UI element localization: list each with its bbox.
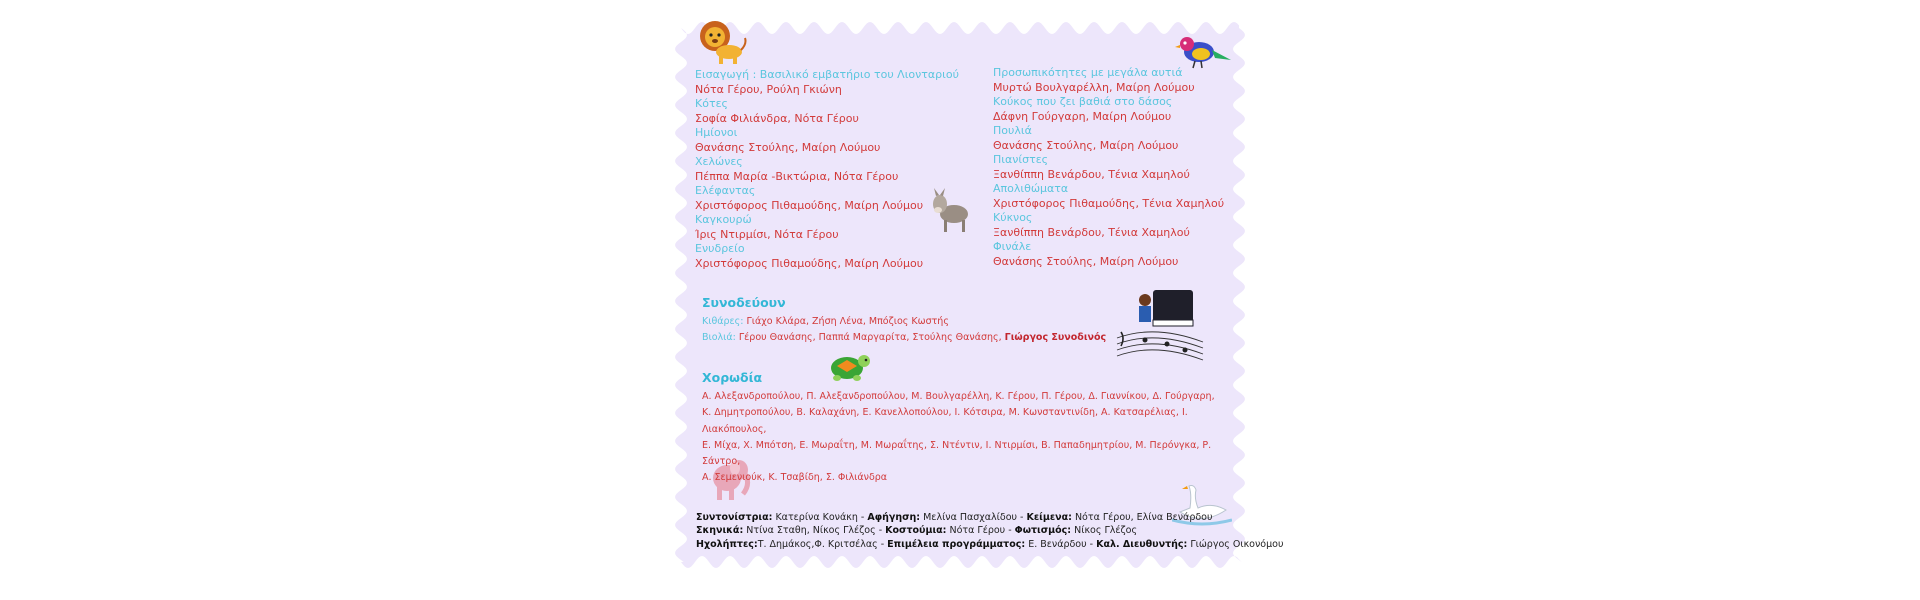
chorus-line: Κ. Δημητροπούλου, Β. Καλαχάνη, Ε. Κανελλοπούλου, Ι. Κότσιρα, Μ. Κωνσταντινίδη, Α. Κατσαρέλιας, Ι. Λιακόπουλος,: [702, 407, 1188, 435]
program-item-title: Κύκνος: [993, 211, 1033, 224]
program-item-title: Ενυδρείο: [695, 242, 745, 255]
violins-names: Γέρου Θανάσης, Παππά Μαργαρίτα, Στούλης Θανάσης,: [738, 332, 1002, 343]
program-item-title: Ελέφαντας: [695, 184, 756, 197]
program-item-performers: Πέππα Μαρία -Βικτώρια, Νότα Γέρου: [695, 169, 899, 183]
credit-label: Κοστούμια:: [885, 525, 947, 537]
program-item-performers: Ίρις Ντιρμίσι, Νότα Γέρου: [695, 227, 839, 241]
program-item-performers: Θανάσης Στούλης, Μαίρη Λούμου: [695, 140, 881, 154]
program-item-performers: Μυρτώ Βουλγαρέλλη, Μαίρη Λούμου: [993, 80, 1195, 94]
guitars-label: Κιθάρες:: [702, 316, 744, 327]
program-item-title: Φινάλε: [993, 240, 1032, 253]
credit-value: Μελίνα Πασχαλίδου -: [920, 512, 1027, 523]
program-item-title: Κότες: [695, 97, 728, 110]
violins-label: Βιολιά:: [702, 332, 736, 343]
turtle-icon: [825, 348, 871, 384]
bird-icon: [1175, 30, 1233, 70]
program-right-column: [993, 66, 1224, 269]
credit-label: Αφήγηση:: [867, 512, 921, 523]
credit-value: Νότα Γέρου, Ελίνα Βενάρδου: [1071, 512, 1213, 523]
program-item-title: Πουλιά: [993, 124, 1032, 137]
credit-value: Νίκος Γλέζος: [1071, 525, 1138, 537]
program-sheet: [675, 18, 1284, 570]
credits-line2: [696, 524, 1283, 537]
credit-value: Κατερίνα Κονάκη -: [772, 512, 868, 523]
lion-icon: [695, 18, 747, 66]
credit-label: Ηχολήπτες:: [696, 538, 758, 550]
program-item-performers: Χριστόφορος Πιθαμούδης, Μαίρη Λούμου: [695, 198, 924, 212]
credit-label: Συντονίστρια:: [696, 512, 773, 523]
piano-icon: [1115, 284, 1205, 366]
chorus-line: Ε. Μίχα, Χ. Μπότση, Ε. Μωραΐτη, Μ. Μωραΐτης, Σ. Ντέντιν, Ι. Ντιρμίσι, Β. Παπαδημητρίου, Μ. Περόνγκα, Ρ. Σάντρο,: [702, 439, 1212, 468]
program-item-title: Πιανίστες: [993, 153, 1049, 166]
credit-value: Γιώργος Οικονόμου: [1187, 538, 1284, 550]
credit-value: Τ. Δημάκος,Φ. Κριτσέλας -: [757, 538, 888, 550]
program-item-title: Προσωπικότητες με μεγάλα αυτιά: [993, 66, 1183, 79]
program-item-title: Χελώνες: [695, 155, 743, 168]
program-item-title: Απολιθώματα: [993, 182, 1069, 195]
program-item-performers: Θανάσης Στούλης, Μαίρη Λούμου: [993, 138, 1179, 152]
credit-value: Νότα Γέρου -: [946, 525, 1015, 537]
chorus-list: [702, 389, 1245, 487]
program-left-column: [695, 68, 959, 271]
program-item-title: Εισαγωγή : Βασιλικό εμβατήριο του Λιονταριού: [695, 68, 959, 81]
credit-value: Ε. Βενάρδου -: [1025, 538, 1097, 550]
program-item-performers: Χριστόφορος Πιθαμούδης, Μαίρη Λούμου: [695, 256, 924, 270]
credits: [696, 511, 1283, 551]
program-item-performers: Σοφία Φιλιάνδρα, Νότα Γέρου: [695, 111, 859, 125]
credit-label: Κείμενα:: [1026, 512, 1072, 523]
program-item-performers: Ξανθίππη Βενάρδου, Τένια Χαμηλού: [993, 167, 1190, 181]
credit-label: Σκηνικά:: [696, 525, 744, 537]
chorus-line: Α. Αλεξανδροπούλου, Π. Αλεξανδροπούλου, Μ. Βουλγαρέλλη, Κ. Γέρου, Π. Γέρου, Δ. Γιαννίκου, Δ. Γούργαρη,: [702, 391, 1215, 402]
program-item-performers: Χριστόφορος Πιθαμούδης, Τένια Χαμηλού: [993, 196, 1225, 210]
credit-label: Επιμέλεια προγράμματος:: [887, 538, 1026, 550]
program-item-title: Καγκουρώ: [695, 213, 752, 226]
program-item-performers: Νότα Γέρου, Ρούλη Γκιώνη: [695, 82, 842, 96]
chorus-line: Α. Σεμενιούκ, Κ. Τσαβίδη, Σ. Φιλιάνδρα: [702, 472, 888, 484]
violins-line: [702, 330, 1106, 346]
program-item-performers: Θανάσης Στούλης, Μαίρη Λούμου: [993, 254, 1179, 268]
guitars-line: [702, 314, 949, 330]
credit-label: Καλ. Διευθυντής:: [1096, 538, 1188, 550]
program-item-title: Κούκος που ζει βαθιά στο δάσος: [993, 95, 1173, 108]
program-item-performers: Δάφνη Γούργαρη, Μαίρη Λούμου: [993, 109, 1172, 123]
guitars-names: Γιάχο Κλάρα, Ζήση Λένα, Μπόζιος Κωστής: [746, 316, 949, 327]
program-item-title: Ημίονοι: [695, 126, 738, 139]
program-item-performers: Ξανθίππη Βενάρδου, Τένια Χαμηλού: [993, 225, 1190, 239]
credit-value: Ντίνα Σταθη, Νίκος Γλέζος -: [743, 525, 886, 537]
credits-line1: [696, 511, 1283, 524]
chorus-heading: Χορωδία: [702, 370, 763, 385]
credit-label: Φωτισμός:: [1014, 525, 1072, 537]
credits-line3: [696, 538, 1283, 551]
accompany-heading: Συνοδεύουν: [702, 295, 786, 310]
violins-bold-name: Γιώργος Συνοδινός: [1004, 332, 1107, 343]
